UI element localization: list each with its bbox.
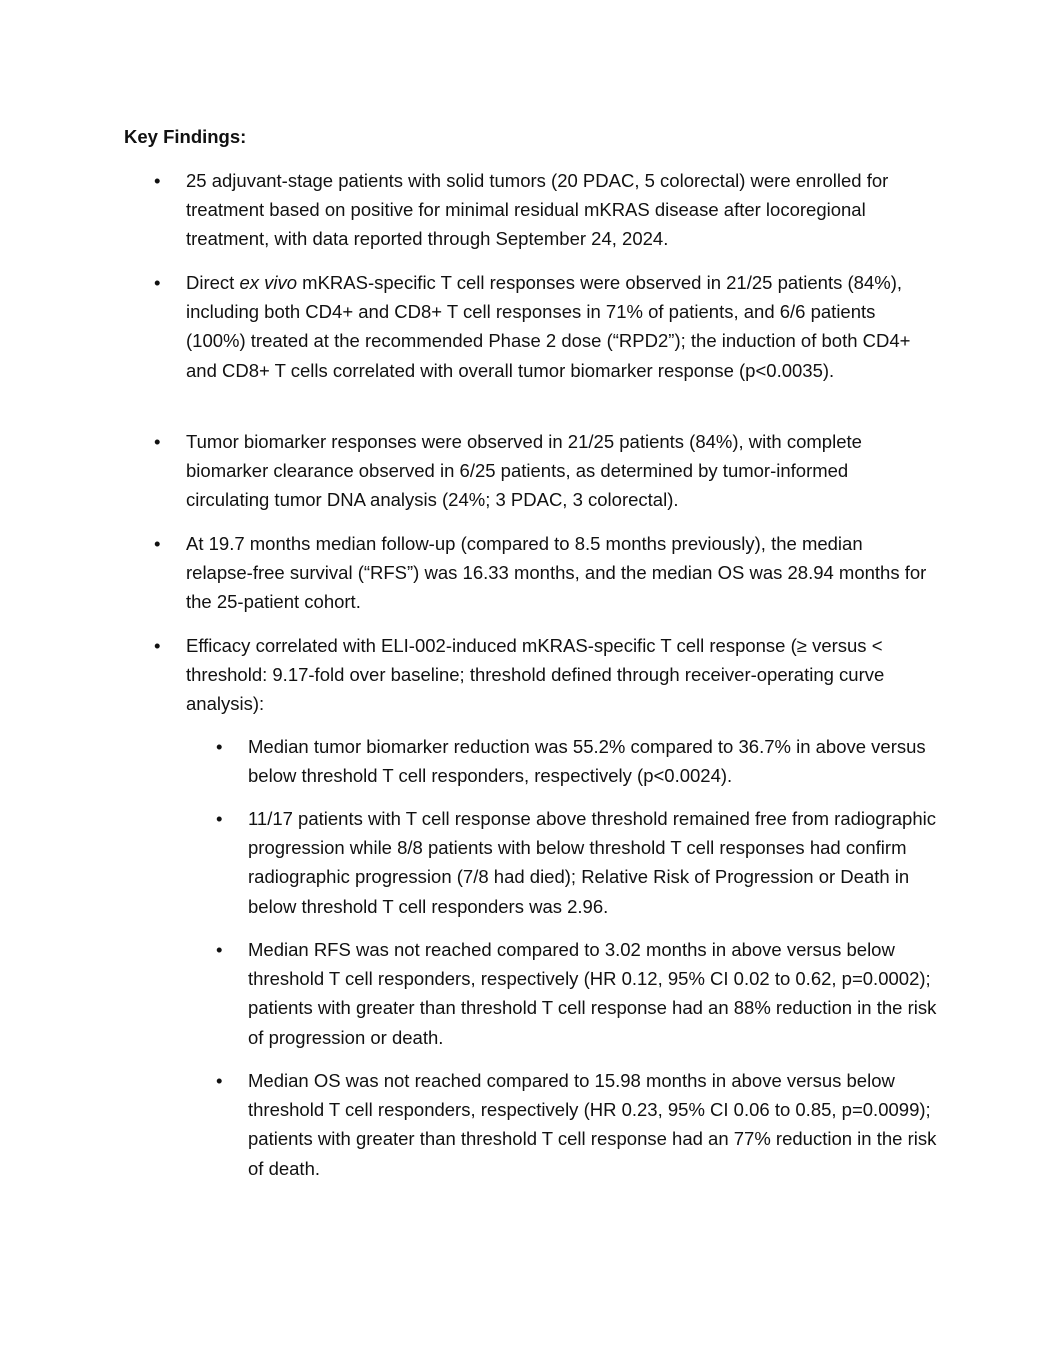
bullet-icon: • (216, 1070, 223, 1091)
bullet-icon: • (154, 533, 161, 554)
bullet-icon: • (154, 635, 161, 656)
list-item (154, 631, 931, 719)
sub-list-item-text: Median RFS was not reached compared to 3.02 months in above versus below threshold T cell responders, respectively (HR 0.12, 95% CI 0.02 to 0.62, p=0.0002); patients with greater than threshold T cell response had an 88% reduction in the risk of progression or death. (248, 939, 937, 1048)
bullet-icon: • (216, 808, 223, 829)
bullet-icon: • (154, 170, 161, 191)
sub-list-item-text: 11/17 patients with T cell response above threshold remained free from radiographic progression while 8/8 patients with below threshold T cell responses had confirm radiographic progression (7/8 had died); Relative Risk of Progression or Death in below threshold T cell responders was 2.96. (248, 808, 936, 917)
list-item-text (186, 268, 931, 385)
list-item (154, 529, 931, 617)
sub-list-item (216, 732, 938, 790)
sub-list-item (216, 804, 938, 921)
list-item-text: Tumor biomarker responses were observed in 21/25 patients (84%), with complete biomarker clearance observed in 6/25 patients, as determined by tumor-informed circulating tumor DNA analysis (24%; 3 PDAC, 3 colorectal). (186, 431, 862, 511)
key-findings-heading: Key Findings: (124, 126, 247, 147)
sub-list-item (216, 1066, 938, 1183)
sub-list-item-text: Median tumor biomarker reduction was 55.2% compared to 36.7% in above versus below threshold T cell responders, respectively (p<0.0024). (248, 736, 926, 787)
list-item (154, 268, 931, 385)
list-item-text: Efficacy correlated with ELI-002-induced mKRAS-specific T cell response (≥ versus < threshold: 9.17-fold over baseline; threshold defined through receiver-operating curve analysis): (186, 635, 885, 715)
list-item-text: 25 adjuvant-stage patients with solid tumors (20 PDAC, 5 colorectal) were enrolled for treatment based on positive for minimal residual mKRAS disease after locoregional treatment, with data reported through September 24, 2024. (186, 170, 889, 250)
sub-list-item-text: Median OS was not reached compared to 15.98 months in above versus below threshold T cell responders, respectively (HR 0.23, 95% CI 0.06 to 0.85, p=0.0099); patients with greater than threshold T cell response had an 77% reduction in the risk of death. (248, 1070, 937, 1179)
list-item (154, 427, 931, 515)
list-item-text-italic: ex vivo (239, 272, 298, 293)
bullet-icon: • (154, 272, 161, 293)
bullet-icon: • (154, 431, 161, 452)
bullet-icon: • (216, 939, 223, 960)
list-item-text-prefix: Direct (186, 272, 240, 293)
list-item-text-suffix: mKRAS-specific T cell responses were observed in 21/25 patients (84%), including both CD4+ and CD8+ T cell responses in 71% of patients, and 6/6 patients (100%) treated at the recommended Phase 2 dose (“RPD2”); the induction of both CD4+ and CD8+ T cells correlated with overall tumor biomarker response (p<0.0035). (186, 272, 911, 381)
bullet-icon: • (216, 736, 223, 757)
sub-list-item (216, 935, 938, 1052)
list-item (154, 166, 931, 254)
list-item-text: At 19.7 months median follow-up (compared to 8.5 months previously), the median relapse-free survival (“RFS”) was 16.33 months, and the median OS was 28.94 months for the 25-patient cohort. (186, 533, 927, 613)
